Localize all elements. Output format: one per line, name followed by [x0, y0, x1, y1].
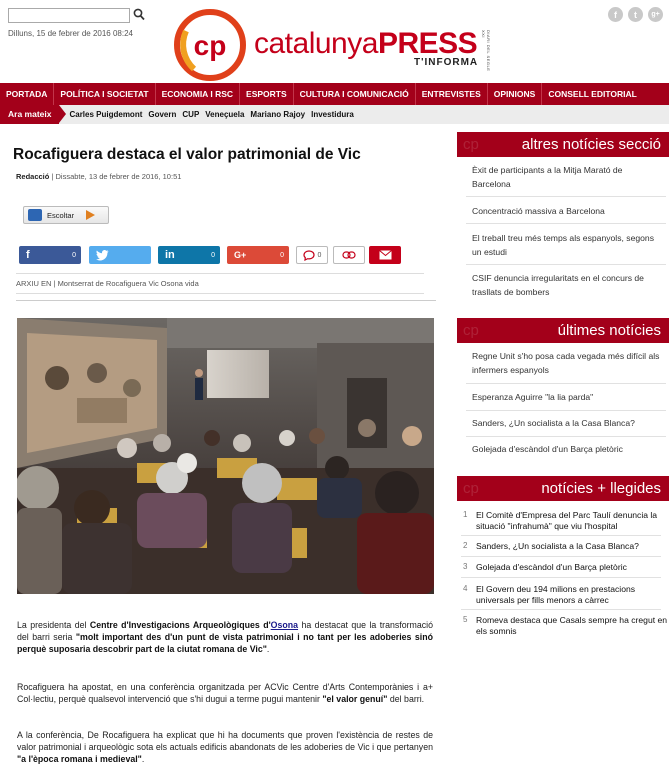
link-button[interactable]	[333, 246, 365, 264]
google-share-button[interactable]	[227, 246, 289, 264]
email-icon	[379, 250, 392, 260]
svg-text:cp: cp	[193, 30, 227, 61]
most-read-link[interactable]: Romeva destaca que Casals sempre ha cregut en els somnis	[476, 615, 668, 636]
most-read-link[interactable]: El Govern deu 194 milions en prestacions universals per fills menors a càrrec	[476, 584, 636, 605]
comment-icon	[303, 250, 315, 261]
trending-link[interactable]: Investidura	[311, 110, 354, 119]
trending-link[interactable]: Mariano Rajoy	[250, 110, 306, 119]
article-paragraph: Rocafiguera ha apostat, en una conferència organitzada per ACVic Centre d'Arts Contemporànies i a+ Col·lectiu, perquè qualsevol intervenció que s'hi dugui a terme pugui mantenir "el valor genuí" del barri.	[17, 682, 433, 704]
divider	[461, 535, 661, 536]
most-read-link[interactable]: Sanders, ¿Un socialista a la Casa Blanca?	[476, 541, 639, 551]
sidebar-news-link[interactable]: Regne Unit s'ho posa cada vegada més difícil als infermers espanyols	[472, 351, 660, 375]
search-icon[interactable]	[133, 8, 145, 21]
trending-bar	[0, 105, 669, 124]
sidebar-section-title: cp últimes notícies	[457, 318, 669, 343]
rank-number: 4	[463, 584, 468, 593]
facebook-icon[interactable]: f	[608, 7, 623, 22]
linkedin-icon: in	[165, 249, 175, 261]
sidebar-news-link[interactable]: El treball treu més temps als espanyols, segons un estudi	[472, 233, 654, 257]
comment-count: 0	[317, 251, 322, 259]
google-plus-icon[interactable]: g+	[648, 7, 663, 22]
twitter-icon	[96, 250, 109, 261]
nav-item-consell[interactable]: CONSELL EDITORIAL	[548, 89, 637, 99]
most-read-item[interactable]	[461, 510, 669, 531]
divider	[466, 264, 666, 265]
osona-link[interactable]: Osona	[270, 620, 299, 630]
share-count: 0	[280, 251, 284, 259]
trending-link[interactable]: Veneçuela	[205, 110, 245, 119]
rank-number: 2	[463, 541, 468, 550]
comments-button[interactable]	[296, 246, 328, 264]
search-input[interactable]	[8, 8, 130, 23]
divider	[466, 436, 666, 437]
share-count: 0	[72, 251, 76, 259]
nav-item-portada[interactable]: PORTADA	[0, 83, 54, 105]
trending-link[interactable]: Govern	[148, 110, 177, 119]
watermark: cp	[463, 136, 479, 153]
most-read-item[interactable]	[461, 615, 669, 636]
watermark: cp	[463, 322, 479, 339]
most-read-link[interactable]: Golejada d'escàndol d'un Barça pletòric	[476, 562, 627, 572]
play-icon	[86, 210, 95, 220]
article-paragraph: A la conferència, De Rocafiguera ha explicat que hi ha documents que proven l'existència de restes de valor patrimonial i arqueològic sota els actuals edificis abandonats de les adoberies de Vic i que pertanyen "a l'època romana i medieval".	[17, 730, 433, 764]
logo-wordmark: catalunyaPRESS	[254, 27, 478, 60]
sidebar-section-title: cp notícies + llegides	[457, 476, 669, 501]
current-date: Dilluns, 15 de febrer de 2016 08:24	[8, 29, 133, 38]
tags-prefix: ARXIU EN	[16, 279, 52, 288]
divider	[466, 383, 666, 384]
article-date: Dissabte, 13 de febrer de 2016, 10:51	[55, 172, 182, 181]
logo-mark	[174, 9, 246, 81]
divider	[16, 300, 436, 301]
article-tags: ARXIU EN | Montserrat de Rocafiguera Vic Osona vida	[16, 273, 424, 294]
most-read-item[interactable]	[461, 584, 669, 605]
trending-link[interactable]: Carles Puigdemont	[69, 110, 143, 119]
rank-number: 5	[463, 615, 468, 624]
main-nav	[0, 83, 669, 105]
nav-item-economia[interactable]: ECONOMIA I RSC	[156, 83, 240, 105]
logo-tagline: T'INFORMA	[414, 57, 479, 68]
sidebar-news-link[interactable]: CSIF denuncia irregularitats en el concurs de trasllats de bombers	[472, 273, 644, 297]
site-logo[interactable]	[174, 5, 494, 80]
google-plus-icon: G+	[234, 250, 247, 260]
rank-number: 3	[463, 562, 468, 571]
divider	[461, 577, 661, 578]
article-paragraph: La presidenta del Centre d'Investigacions Arqueològiques d'Osona ha destacat que la transformació del barri seria "molt important des d'un punt de vista patrimonial i no tant per les adoberies sinó perquè suposaria descobrir part de la ciutat romana de Vic".	[17, 620, 433, 654]
logo-side-text: DIARI DEL SEGLE XXI	[481, 30, 491, 72]
watermark: cp	[463, 480, 479, 497]
listen-label: Escoltar	[47, 210, 75, 220]
facebook-share-button[interactable]	[19, 246, 81, 264]
sidebar-news-link[interactable]: Esperanza Aguirre "la lia parda"	[472, 392, 594, 402]
twitter-icon[interactable]: t	[628, 7, 643, 22]
divider	[466, 410, 666, 411]
sidebar-news-link[interactable]: Golejada d'escàndol d'un Barça pletòric	[472, 444, 623, 454]
nav-item-opinions[interactable]: OPINIONS	[488, 83, 543, 105]
conference-photo	[17, 318, 434, 594]
listen-button[interactable]	[23, 206, 109, 224]
share-count: 0	[211, 251, 215, 259]
email-button[interactable]	[369, 246, 401, 264]
divider	[466, 223, 666, 224]
sidebar-news-link[interactable]: Concentració massiva a Barcelona	[472, 206, 605, 216]
nav-item-esports[interactable]: ESPORTS	[240, 83, 294, 105]
most-read-link[interactable]: El Comitè d'Empresa del Parc Taulí denuncia la situació "infrahumà" que viu l'hospital	[476, 510, 658, 531]
sidebar-section-title: cp altres notícies secció	[457, 132, 669, 157]
article-photo	[17, 318, 434, 594]
divider	[466, 196, 666, 197]
article-meta: Redacció | Dissabte, 13 de febrer de 2016, 10:51	[16, 172, 182, 181]
linkedin-share-button[interactable]	[158, 246, 220, 264]
trending-link[interactable]: CUP	[182, 110, 200, 119]
most-read-item[interactable]	[461, 562, 669, 573]
divider	[461, 609, 661, 610]
most-read-item[interactable]	[461, 541, 669, 552]
link-icon	[342, 251, 356, 259]
site-header	[0, 0, 669, 82]
sidebar-news-link[interactable]: Sanders, ¿Un socialista a la Casa Blanca?	[472, 418, 635, 428]
divider	[461, 556, 661, 557]
nav-item-entrevistes[interactable]: ENTREVISTES	[416, 83, 488, 105]
facebook-icon: f	[26, 249, 30, 261]
sidebar-news-link[interactable]: Èxit de participants a la Mitja Marató de Barcelona	[472, 165, 623, 189]
rank-number: 1	[463, 510, 468, 519]
nav-item-politica[interactable]: POLÍTICA I SOCIETAT	[54, 83, 155, 105]
twitter-share-button[interactable]	[89, 246, 151, 264]
tags-list[interactable]: Montserrat de Rocafiguera Vic Osona vida	[57, 279, 199, 288]
speaker-icon	[28, 209, 42, 221]
article-title: Rocafiguera destaca el valor patrimonial de Vic	[13, 146, 361, 163]
article-author[interactable]: Redacció	[16, 172, 50, 181]
trending-label: Ara mateix	[0, 105, 59, 124]
nav-item-cultura[interactable]: CULTURA I COMUNICACIÓ	[294, 83, 416, 105]
